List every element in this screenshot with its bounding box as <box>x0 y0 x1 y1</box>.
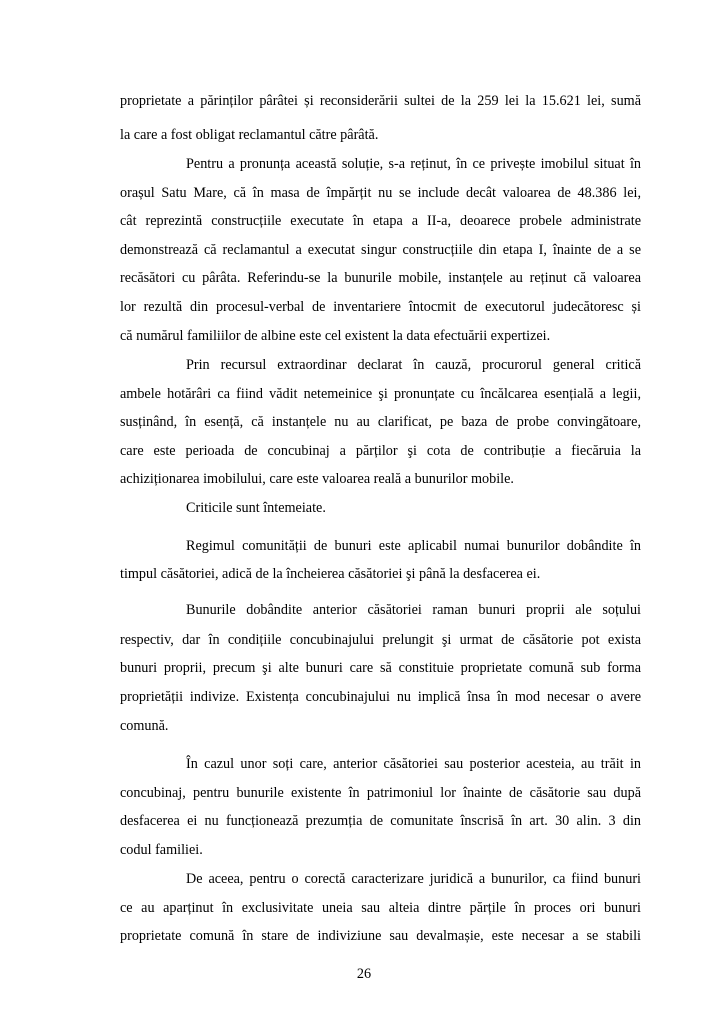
text-line: comună. <box>120 718 169 734</box>
text-line: achiziționarea imobilului, care este valoarea reală a bunurilor mobile. <box>120 471 514 487</box>
text-line: Bunurile dobândite anterior căsătoriei raman bunuri proprii ale soțului <box>186 602 641 618</box>
page-number: 26 <box>356 966 372 982</box>
text-line: la care a fost obligat reclamantul către pârâtă. <box>120 127 379 143</box>
text-line: susținând, în esență, că instanțele nu au clarificat, pe baza de probe convingătoare, <box>120 414 641 430</box>
text-line: proprietate a părinților pârâtei și reconsiderării sultei de la 259 lei la 15.621 lei, sumă <box>120 93 641 109</box>
text-line: ambele hotărâri ca fiind vădit netemeinice şi pronunțate cu încălcarea esențială a legii, <box>120 386 641 402</box>
text-line: proprietății indivize. Existența concubinajului nu implică însa în mod necesar o avere <box>120 689 641 705</box>
text-line: respectiv, dar în condițiile concubinajului prelungit şi urmat de căsătorie pot exista <box>120 632 641 648</box>
text-line: lor rezultă din procesul-verbal de inventariere întocmit de executorul judecătoresc și <box>120 299 641 315</box>
text-line: ce au aparținut în exclusivitate uneia sau alteia dintre părțile în proces ori bunuri <box>120 900 641 916</box>
text-line: Regimul comunității de bunuri este aplicabil numai bunurilor dobândite în <box>186 538 641 554</box>
text-line: Prin recursul extraordinar declarat în cauză, procurorul general critică <box>186 357 641 373</box>
text-line: recăsători cu pârâta. Referindu-se la bunurile mobile, instanțele au reținut că valoarea <box>120 270 641 286</box>
text-line: orașul Satu Mare, că în masa de împărțit nu se include decât valoarea de 48.386 lei, <box>120 185 641 201</box>
text-line: care este perioada de concubinaj a părților şi cota de contribuție a fiecăruia la <box>120 443 641 459</box>
text-line: codul familiei. <box>120 842 203 858</box>
text-line: Pentru a pronunța această soluție, s-a reținut, în ce privește imobilul situat în <box>186 156 641 172</box>
text-line: timpul căsătoriei, adică de la încheierea căsătoriei şi până la desfacerea ei. <box>120 566 541 582</box>
text-line: De aceea, pentru o corectă caracterizare juridică a bunurilor, ca fiind bunuri <box>186 871 641 887</box>
text-line: că numărul familiilor de albine este cel existent la data efectuării expertizei. <box>120 328 551 344</box>
text-line: desfacerea ei nu funcționează prezumția de comunitate înscrisă în art. 30 alin. 3 din <box>120 813 641 829</box>
text-line: bunuri proprii, precum şi alte bunuri care să constituie proprietate comună sub forma <box>120 660 641 676</box>
text-line: cât reprezintă construcțiile executate în etapa a II-a, deoarece probele administrate <box>120 213 641 229</box>
text-line: concubinaj, pentru bunurile existente în patrimoniul lor înainte de căsătorie sau după <box>120 785 641 801</box>
text-line: În cazul unor soți care, anterior căsătoriei sau posterior acesteia, au trăit in <box>186 756 641 772</box>
text-line: proprietate comună în stare de indiviziune sau devalmașie, este necesar a se stabili <box>120 928 641 944</box>
text-line: Criticile sunt întemeiate. <box>186 500 326 516</box>
text-line: demonstrează că reclamantul a executat singur construcțiile din etapa I, înainte de a se <box>120 242 641 258</box>
